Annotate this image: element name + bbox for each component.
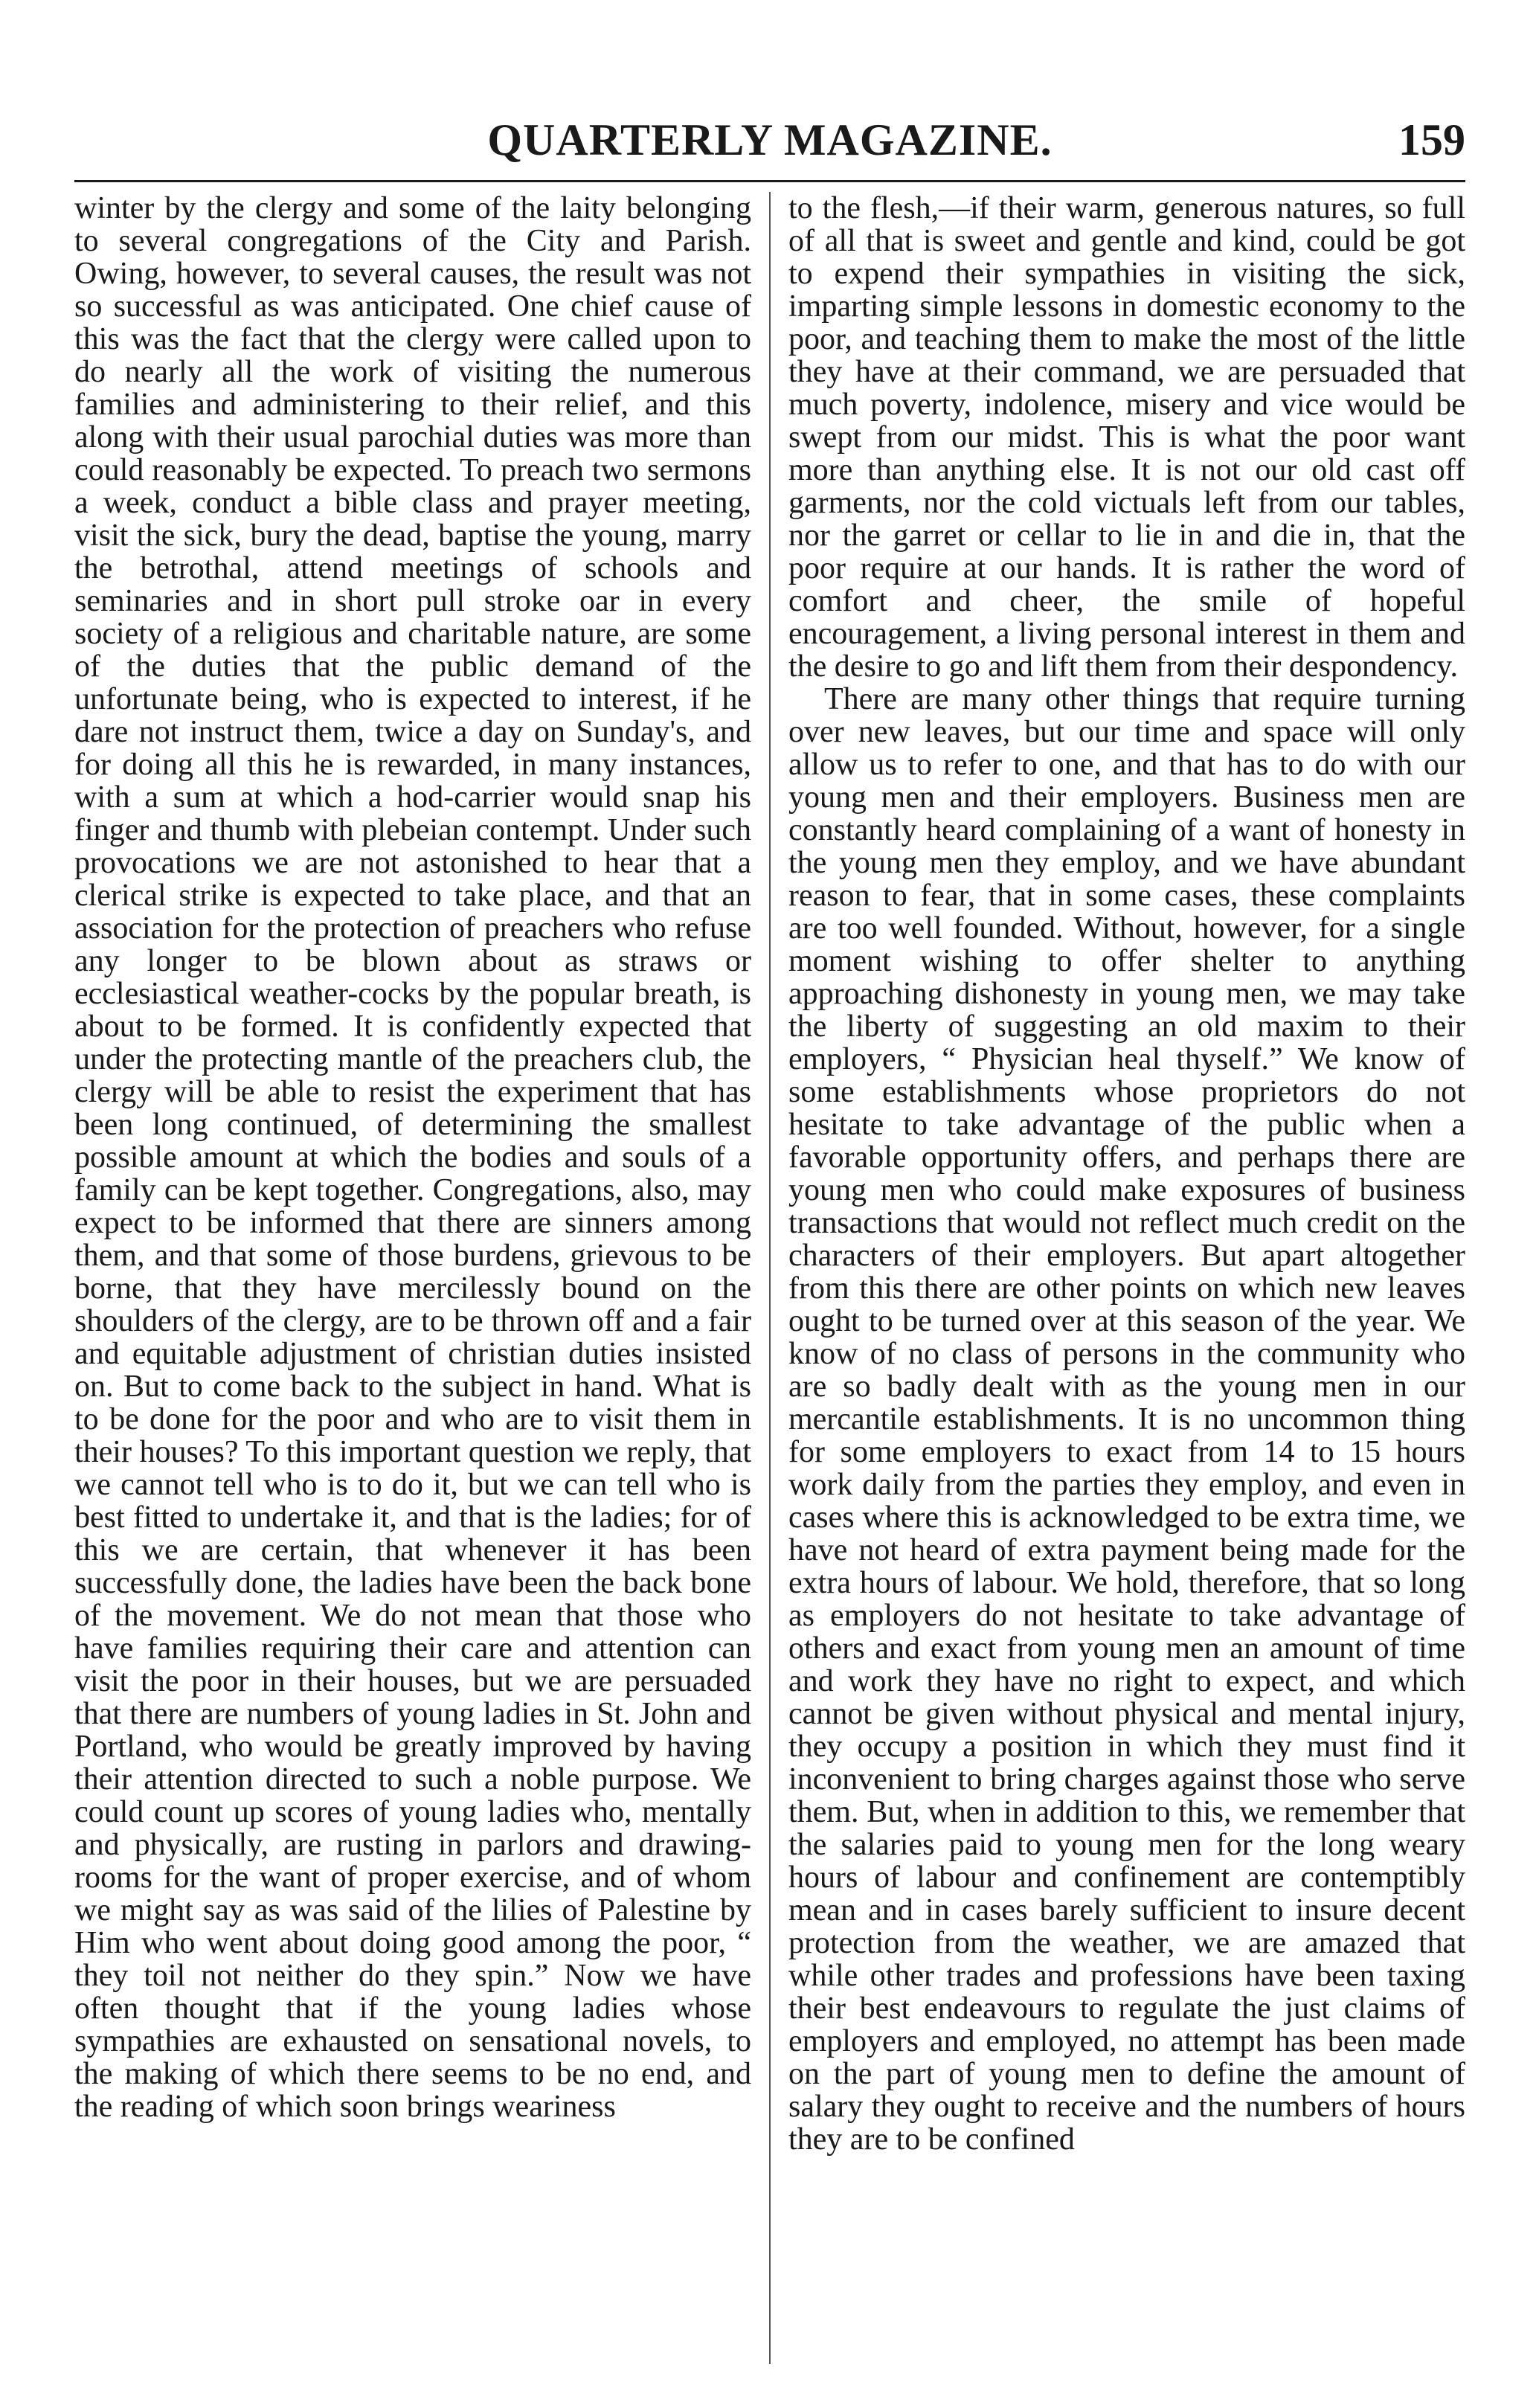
left-column [74,192,751,2364]
magazine-page [74,112,1465,2373]
page-header [74,112,1465,182]
paragraph: There are many other things that require turning over new leaves, but our time and space will only allow us to refer to one, and that has to do with our young men and their employers. Business men are constantly heard complaining of a want of honesty in the young men they employ, and we have abundant reason to fear, that in some cases, these complaints are too well founded. Without, however, for a single moment wishing to offer shelter to anything approaching dishonesty in young men, we may take the liberty of suggesting an old maxim to their employers, “ Physician heal thyself.” We know of some establishments whose proprietors do not hesitate to take advantage of the public when a favorable opportunity offers, and perhaps there are young men who could make exposures of business transactions that would not reflect much credit on the characters of their employers. But apart altogether from this there are other points on which new leaves ought to be turned over at this season of the year. We know of no class of persons in the community who are so badly dealt with as the young men in our mercantile establishments. It is no uncommon thing for some employers to exact from 14 to 15 hours work daily from the parties they employ, and even in cases where this is acknowledged to be extra time, we have not heard of extra payment being made for the extra hours of labour. We hold, therefore, that so long as employers do not hesitate to take advantage of others and exact from young men an amount of time and work they have no right to expect, and which cannot be given without physical and mental injury, they occupy a position in which they must find it inconvenient to bring charges against those who serve them. But, when in addition to this, we remember that the salaries paid to young men for the long weary hours of labour and confinement are contemptibly mean and in cases barely sufficient to insure decent protection from the weather, we are amazed that while other trades and professions have been taxing their best endeavours to regulate the just claims of employers and employed, no attempt has been made on the part of young men to define the amount of salary they ought to receive and the numbers of hours they are to be confined [788,682,1465,2157]
right-column [788,192,1465,2364]
page-number: 159 [1398,115,1465,164]
running-title: QUARTERLY MAGAZINE. [487,115,1053,164]
article-body [74,192,1465,2364]
paragraph: winter by the clergy and some of the laity belonging to several congregations of the City and Parish. Owing, however, to several causes, the result was not so successful as was anticipated. One chief cause of this was the fact that the clergy were called upon to do nearly all the work of visiting the numerous families and administering to their relief, and this along with their usual parochial duties was more than could reasonably be expected. To preach two sermons a week, conduct a bible class and prayer meeting, visit the sick, bury the dead, baptise the young, marry the betrothal, attend meetings of schools and seminaries and in short pull stroke oar in every society of a religious and charitable nature, are some of the duties that the public demand of the unfortunate being, who is expected to interest, if he dare not instruct them, twice a day on Sunday's, and for doing all this he is rewarded, in many instances, with a sum at which a hod-carrier would snap his finger and thumb with plebeian contempt. Under such provocations we are not astonished to hear that a clerical strike is expected to take place, and that an association for the protection of preachers who refuse any longer to be blown about as straws or ecclesiastical weather-cocks by the popular breath, is about to be formed. It is confidently expected that under the protecting mantle of the preachers club, the clergy will be able to resist the experiment that has been long continued, of determining the smallest possible amount at which the bodies and souls of a family can be kept together. Congregations, also, may expect to be informed that there are sinners among them, and that some of those burdens, grievous to be borne, that they have mercilessly bound on the shoulders of the clergy, are to be thrown off and a fair and equitable adjustment of christian duties insisted on. But to come back to the subject in hand. What is to be done for the poor and who are to visit them in their houses? To this important question we reply, that we cannot tell who is to do it, but we can tell who is best fitted to undertake it, and that is the ladies; for of this we are certain, that whenever it has been successfully done, the ladies have been the back bone of the movement. We do not mean that those who have families requiring their care and attention can visit the poor in their houses, but we are persuaded that there are numbers of young ladies in St. John and Portland, who would be greatly improved by having their attention directed to such a noble purpose. We could count up scores of young ladies who, mentally and physically, are rusting in parlors and drawing-rooms for the want of proper exercise, and of whom we might say as was said of the lilies of Palestine by Him who went about doing good among the poor, “ they toil not neither do they spin.” Now we have often thought that if the young ladies whose sympathies are exhausted on sensational novels, to the making of which there seems to be no end, and the reading of which soon brings weariness [74,192,751,2124]
paragraph: to the flesh,—if their warm, generous natures, so full of all that is sweet and gentle and kind, could be got to expend their sympathies in visiting the sick, imparting simple lessons in domestic economy to the poor, and teaching them to make the most of the little they have at their command, we are persuaded that much poverty, indolence, misery and vice would be swept from our midst. This is what the poor want more than anything else. It is not our old cast off garments, nor the cold victuals left from our tables, nor the garret or cellar to lie in and die in, that the poor require at our hands. It is rather the word of comfort and cheer, the smile of hopeful encouragement, a living personal interest in them and the desire to go and lift them from their despondency. [788,192,1465,684]
column-divider [769,192,771,2364]
